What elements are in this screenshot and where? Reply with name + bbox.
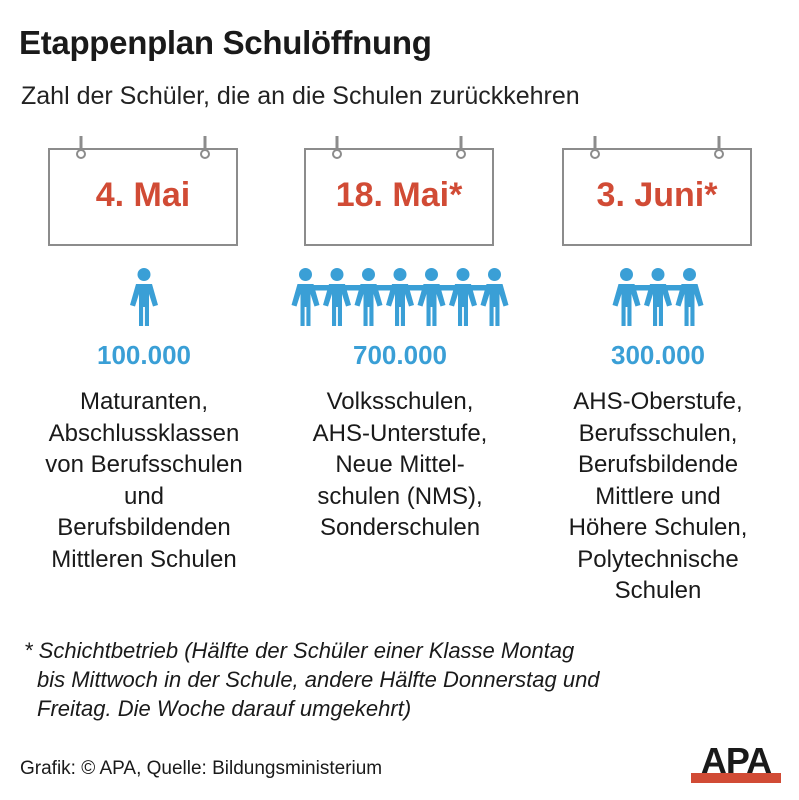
description-line: Neue Mittel- (335, 451, 465, 478)
description-line: von Berufsschulen (45, 451, 243, 478)
page-subtitle: Zahl der Schüler, die an die Schulen zurückkehren (21, 82, 580, 110)
person-icon (613, 268, 641, 326)
calendar-ring-icon (332, 136, 342, 162)
stage-description (18, 386, 270, 575)
stage-count: 700.000 (353, 340, 447, 370)
stage-date: 18. Mai* (335, 176, 463, 214)
footnote-line: * Schichtbetrieb (Hälfte der Schüler einer Klasse Montag (24, 638, 575, 663)
description-line: Maturanten, (79, 388, 209, 415)
stage-description (274, 386, 526, 544)
calendar-ring-icon (714, 136, 724, 162)
stage-date: 3. Juni* (596, 176, 718, 214)
stage-description (532, 386, 784, 607)
page-title: Etappenplan Schulöffnung (19, 24, 432, 61)
apa-logo-text: APA (700, 743, 772, 781)
stage-count: 100.000 (97, 340, 191, 370)
calendar-ring-icon (456, 136, 466, 162)
description-line: AHS-Unterstufe, (312, 419, 488, 447)
footnote (24, 636, 600, 723)
footnote-line: Freitag. Die Woche darauf umgekehrt) (37, 696, 412, 721)
apa-logo (691, 743, 781, 783)
calendar-icon (304, 148, 494, 246)
description-line: Sonderschulen (319, 514, 481, 541)
people-pictogram (532, 268, 784, 326)
description-line: und (123, 482, 165, 510)
calendar-ring-icon (590, 136, 600, 162)
description-line: AHS-Oberstufe, (573, 388, 743, 415)
description-line: Mittleren Schulen (51, 545, 237, 573)
description-line: Berufsbildende (577, 451, 739, 478)
description-line: Mittlere und (595, 482, 721, 510)
calendar-ring-icon (200, 136, 210, 162)
person-icon (449, 268, 477, 326)
people-pictogram (274, 268, 526, 326)
stage-date: 4. Mai (95, 176, 191, 214)
calendar-ring-icon (76, 136, 86, 162)
description-line: schulen (NMS), (317, 482, 483, 510)
person-icon (292, 268, 320, 326)
person-icon (130, 268, 158, 326)
description-line: Polytechnische (577, 545, 739, 573)
description-line: Schulen (614, 577, 702, 604)
person-icon (418, 268, 446, 326)
person-icon (355, 268, 383, 326)
person-icon (386, 268, 414, 326)
person-icon (644, 268, 672, 326)
calendar-icon (562, 148, 752, 246)
stage-count: 300.000 (611, 340, 705, 370)
description-line: Höhere Schulen, (568, 514, 748, 541)
description-line: Berufsbildenden (57, 514, 231, 541)
person-icon (323, 268, 351, 326)
description-line: Berufsschulen, (578, 419, 738, 447)
person-icon (676, 268, 704, 326)
person-icon (481, 268, 509, 326)
footnote-line: bis Mittwoch in der Schule, andere Hälfte Donnerstag und (37, 667, 600, 692)
calendar-icon (48, 148, 238, 246)
description-line: Volksschulen, (326, 388, 474, 415)
source-credit: Grafik: © APA, Quelle: Bildungsministerium (20, 758, 383, 779)
description-line: Abschlussklassen (48, 419, 240, 447)
people-pictogram (18, 268, 270, 326)
